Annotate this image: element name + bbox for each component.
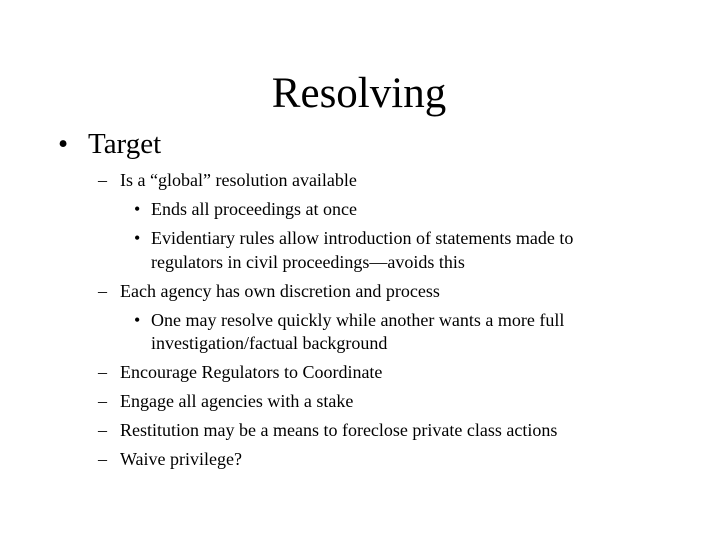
slide-title: Resolving [271, 70, 447, 117]
bullet-marker: • [134, 199, 141, 219]
bullet-marker: • [134, 228, 141, 248]
item-one-may-line-2: investigation/factual background [151, 333, 388, 353]
item-each-agency: Each agency has own discretion and process [120, 281, 440, 301]
bullet-marker: • [134, 310, 141, 330]
dash-marker: – [98, 420, 107, 440]
item-one-may-line-1: One may resolve quickly while another wants a more full [151, 310, 565, 330]
bullet-target: Target [88, 128, 162, 160]
item-ends-all: Ends all proceedings at once [151, 199, 357, 219]
dash-marker: – [98, 391, 107, 411]
item-waive: Waive privilege? [120, 449, 242, 469]
item-encourage: Encourage Regulators to Coordinate [120, 362, 383, 382]
dash-marker: – [98, 170, 107, 190]
item-restitution: Restitution may be a means to foreclose private class actions [120, 420, 558, 440]
item-global-resolution: Is a “global” resolution available [120, 170, 357, 190]
item-engage: Engage all agencies with a stake [120, 391, 354, 411]
dash-marker: – [98, 281, 107, 301]
item-evidentiary-line-1: Evidentiary rules allow introduction of statements made to [151, 228, 574, 248]
bullet-marker: • [58, 128, 69, 160]
dash-marker: – [98, 362, 107, 382]
item-evidentiary-line-2: regulators in civil proceedings—avoids this [151, 252, 465, 272]
dash-marker: – [98, 449, 107, 469]
